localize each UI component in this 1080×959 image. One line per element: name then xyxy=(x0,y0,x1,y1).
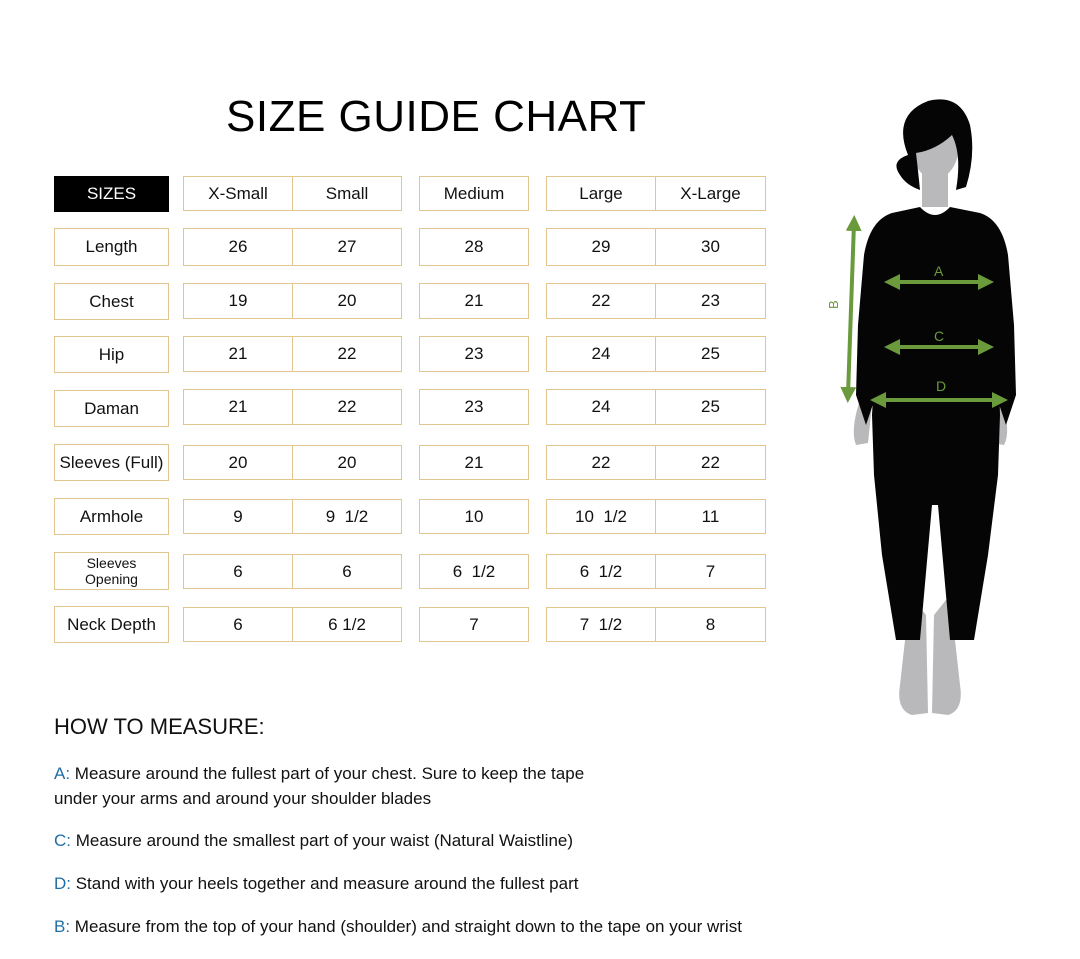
marker-a-label: A xyxy=(934,263,944,279)
measurement-figure xyxy=(820,95,1040,725)
table-cell: 6 1/2 xyxy=(546,554,656,589)
table-cell: 10 xyxy=(419,499,529,534)
size-header-small: Small xyxy=(292,176,402,211)
table-cell: 6 1/2 xyxy=(419,554,529,589)
how-to-measure-heading: HOW TO MEASURE: xyxy=(54,714,265,739)
row-label-hip: Hip xyxy=(54,336,169,373)
table-cell: 21 xyxy=(183,336,293,372)
table-cell: 21 xyxy=(419,283,529,319)
table-cell: 7 xyxy=(419,607,529,642)
table-cell: 8 xyxy=(655,607,766,642)
table-cell: 22 xyxy=(292,336,402,372)
marker-c-label: C xyxy=(934,328,945,344)
table-cell: 6 xyxy=(183,607,293,642)
row-label-length: Length xyxy=(54,228,169,266)
table-cell: 6 xyxy=(292,554,402,589)
table-cell: 11 xyxy=(655,499,766,534)
size-header-medium: Medium xyxy=(419,176,529,211)
table-cell: 22 xyxy=(546,283,656,319)
marker-b-label: B xyxy=(826,300,841,309)
marker-d-label: D xyxy=(936,378,947,394)
page-title: SIZE GUIDE CHART xyxy=(226,92,647,141)
table-cell: 25 xyxy=(655,389,766,425)
instruction-c xyxy=(54,828,814,853)
table-cell: 19 xyxy=(183,283,293,319)
sizes-header-cell: SIZES xyxy=(54,176,169,212)
instruction-text: Measure around the smallest part of your waist (Natural Waistline) xyxy=(71,831,574,850)
table-cell: 20 xyxy=(183,445,293,480)
table-cell: 7 1/2 xyxy=(546,607,656,642)
row-label-armhole: Armhole xyxy=(54,498,169,535)
table-cell: 26 xyxy=(183,228,293,266)
row-label-sleeves-full: Sleeves (Full) xyxy=(54,444,169,481)
arrow-b xyxy=(848,223,854,395)
table-cell: 29 xyxy=(546,228,656,266)
instruction-d xyxy=(54,871,814,896)
row-label-sleeves-opening: Sleeves Opening xyxy=(54,552,169,590)
table-cell: 22 xyxy=(655,445,766,480)
table-cell: 23 xyxy=(419,336,529,372)
table-cell: 27 xyxy=(292,228,402,266)
row-label-chest: Chest xyxy=(54,283,169,320)
instruction-label: A: xyxy=(54,764,71,783)
table-cell: 9 xyxy=(183,499,293,534)
size-header-large: Large xyxy=(546,176,656,211)
table-cell: 10 1/2 xyxy=(546,499,656,534)
table-cell: 25 xyxy=(655,336,766,372)
instruction-b xyxy=(54,914,814,939)
instruction-a xyxy=(54,761,594,811)
table-cell: 20 xyxy=(292,445,402,480)
table-cell: 22 xyxy=(292,389,402,425)
table-cell: 21 xyxy=(419,445,529,480)
table-cell: 28 xyxy=(419,228,529,266)
table-cell: 30 xyxy=(655,228,766,266)
instruction-label: B: xyxy=(54,917,71,936)
row-label-daman: Daman xyxy=(54,390,169,427)
size-header-x-large: X-Large xyxy=(655,176,766,211)
table-cell: 20 xyxy=(292,283,402,319)
instruction-text: Stand with your heels together and measure around the fullest part xyxy=(71,874,579,893)
table-cell: 24 xyxy=(546,336,656,372)
table-cell: 9 1/2 xyxy=(292,499,402,534)
instruction-text: Measure around the fullest part of your chest. Sure to keep the tape under your arms and around your shoulder blades xyxy=(54,764,585,808)
table-cell: 24 xyxy=(546,389,656,425)
row-label-neck-depth: Neck Depth xyxy=(54,606,169,643)
table-cell: 6 1/2 xyxy=(292,607,402,642)
table-cell: 6 xyxy=(183,554,293,589)
table-cell: 22 xyxy=(546,445,656,480)
instruction-label: D: xyxy=(54,874,71,893)
size-header-x-small: X-Small xyxy=(183,176,293,211)
instruction-label: C: xyxy=(54,831,71,850)
table-cell: 7 xyxy=(655,554,766,589)
table-cell: 21 xyxy=(183,389,293,425)
table-cell: 23 xyxy=(419,389,529,425)
instruction-text: Measure from the top of your hand (shoulder) and straight down to the tape on your wrist xyxy=(70,917,742,936)
table-cell: 23 xyxy=(655,283,766,319)
